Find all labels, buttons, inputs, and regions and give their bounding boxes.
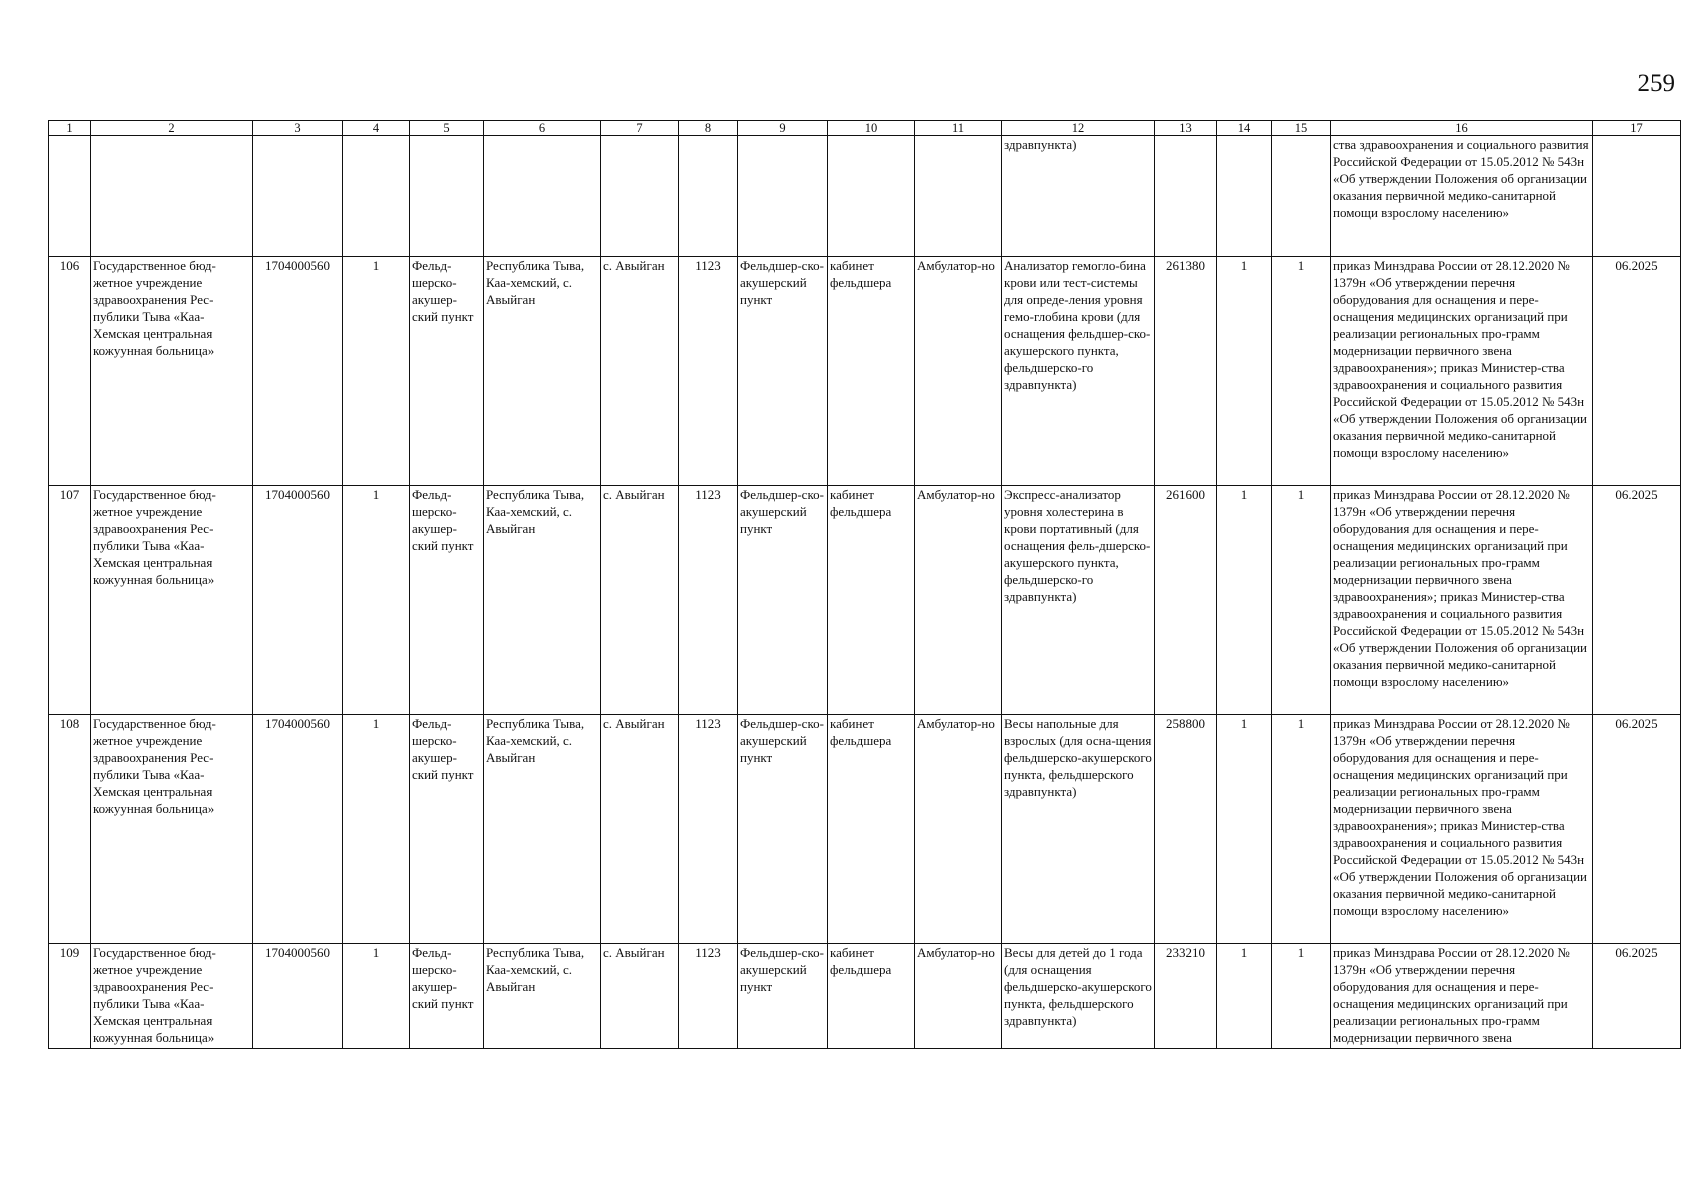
quantity-cell: 1 [1217,715,1272,944]
organization-cell: Государственное бюд-жетное учреждение здравоохранения Рес-публики Тыва «Каа-Хемская центральная кожуунная больница» [91,715,253,944]
table-cell [49,136,91,257]
table-cell: 1123 [679,715,738,944]
table-cell [1272,136,1331,257]
care-type-cell: Амбулатор-но [915,486,1002,715]
quantity-cell: 1 [1272,257,1331,486]
legal-basis-cell: приказ Минздрава России от 28.12.2020 № 1379н «Об утверждении перечня оборудования для оснащения и пере-оснащения медицинских организаций при реализации региональных про-грамм модернизации первичного звена [1331,944,1593,1049]
room-cell: кабинет фельдшера [828,944,915,1049]
date-cell: 06.2025 [1593,944,1681,1049]
settlement-cell: с. Авыйган [601,486,679,715]
table-row [49,944,1681,1049]
address-cell: Республика Тыва, Каа-хемский, с. Авыйган [484,257,601,486]
legal-basis-cell: приказ Минздрава России от 28.12.2020 № 1379н «Об утверждении перечня оборудования для оснащения и пере-оснащения медицинских организаций при реализации региональных про-грамм модернизации первичного звена здравоохранения»; приказ Министер-ства здравоохранения и социального развития Российской Федерации от 15.05.2012 № 543н «Об утверждении Положения об организации оказания первичной медико-санитарной помощи взрослому населению» [1331,715,1593,944]
address-cell: Республика Тыва, Каа-хемский, с. Авыйган [484,715,601,944]
table-cell [253,136,343,257]
equipment-name-cell: Экспресс-анализатор уровня холестерина в крови портативный (для оснащения фель-дшерско-акушерского пункта, фельдшерско-го здравпункта) [1002,486,1155,715]
code-cell: 261600 [1155,486,1217,715]
equipment-name-cell: Анализатор гемогло-бина крови или тест-системы для опреде-ления уровня гемо-глобина крови (для оснащения фельдшер-ско-акушерского пункта, фельдшерско-го здравпункта) [1002,257,1155,486]
legal-basis-cell: приказ Минздрава России от 28.12.2020 № 1379н «Об утверждении перечня оборудования для оснащения и пере-оснащения медицинских организаций при реализации региональных про-грамм модернизации первичного звена здравоохранения»; приказ Министер-ства здравоохранения и социального развития Российской Федерации от 15.05.2012 № 543н «Об утверждении Положения об организации оказания первичной медико-санитарной помощи взрослому населению» [1331,257,1593,486]
room-cell: кабинет фельдшера [828,486,915,715]
column-number: 15 [1272,121,1331,136]
equipment-name-cell: Весы для детей до 1 года (для оснащения фельдшерско-акушерского пункта, фельдшерского здравпункта) [1002,944,1155,1049]
care-type-cell: Амбулатор-но [915,257,1002,486]
table-row [49,715,1681,944]
unit-cell: Фельдшер-ско-акушерский пункт [738,715,828,944]
table-cell [91,136,253,257]
facility-type-cell: Фельд-шерско-акушер-ский пункт [410,944,484,1049]
table-cell [410,136,484,257]
row-number-cell: 109 [49,944,91,1049]
table-cell [1217,136,1272,257]
table-cell [679,136,738,257]
equipment-name-cell: Весы напольные для взрослых (для осна-щения фельдшерско-акушерского пункта, фельдшерского здравпункта) [1002,715,1155,944]
table-cell [601,136,679,257]
column-number: 6 [484,121,601,136]
table-cell: 1123 [679,486,738,715]
row-number-cell: 106 [49,257,91,486]
unit-cell: Фельдшер-ско-акушерский пункт [738,486,828,715]
equipment-name-cell: здравпункта) [1002,136,1155,257]
quantity-cell: 1 [1272,944,1331,1049]
column-number: 11 [915,121,1002,136]
table-cell: 1 [343,257,410,486]
column-number-row [49,121,1681,136]
table-cell [1593,136,1681,257]
room-cell: кабинет фельдшера [828,715,915,944]
column-number: 2 [91,121,253,136]
date-cell: 06.2025 [1593,715,1681,944]
continuation-row [49,136,1681,257]
organization-cell: Государственное бюд-жетное учреждение здравоохранения Рес-публики Тыва «Каа-Хемская центральная кожуунная больница» [91,486,253,715]
inn-cell: 1704000560 [253,944,343,1049]
column-number: 7 [601,121,679,136]
table-cell [343,136,410,257]
organization-cell: Государственное бюд-жетное учреждение здравоохранения Рес-публики Тыва «Каа-Хемская центральная кожуунная больница» [91,944,253,1049]
date-cell: 06.2025 [1593,486,1681,715]
table-cell [915,136,1002,257]
facility-type-cell: Фельд-шерско-акушер-ский пункт [410,257,484,486]
column-number: 10 [828,121,915,136]
legal-basis-cell: ства здравоохранения и социального развития Российской Федерации от 15.05.2012 № 543н «Об утверждении Положения об организации оказания первичной медико-санитарной помощи взрослому населению» [1331,136,1593,257]
facility-type-cell: Фельд-шерско-акушер-ский пункт [410,715,484,944]
inn-cell: 1704000560 [253,715,343,944]
code-cell: 258800 [1155,715,1217,944]
code-cell: 233210 [1155,944,1217,1049]
address-cell: Республика Тыва, Каа-хемский, с. Авыйган [484,486,601,715]
facility-type-cell: Фельд-шерско-акушер-ский пункт [410,486,484,715]
column-number: 4 [343,121,410,136]
page-number: 259 [1637,70,1675,97]
table-cell: 1 [343,944,410,1049]
table-row [49,486,1681,715]
column-number: 9 [738,121,828,136]
column-number: 17 [1593,121,1681,136]
code-cell: 261380 [1155,257,1217,486]
settlement-cell: с. Авыйган [601,944,679,1049]
equipment-table [48,120,1681,1049]
table-cell: 1 [343,715,410,944]
date-cell: 06.2025 [1593,257,1681,486]
table-cell: 1123 [679,944,738,1049]
table-cell [828,136,915,257]
table-row [49,257,1681,486]
settlement-cell: с. Авыйган [601,257,679,486]
column-number: 3 [253,121,343,136]
table-cell: 1 [343,486,410,715]
care-type-cell: Амбулатор-но [915,944,1002,1049]
row-number-cell: 108 [49,715,91,944]
column-number: 1 [49,121,91,136]
row-number-cell: 107 [49,486,91,715]
address-cell: Республика Тыва, Каа-хемский, с. Авыйган [484,944,601,1049]
column-number: 14 [1217,121,1272,136]
column-number: 16 [1331,121,1593,136]
settlement-cell: с. Авыйган [601,715,679,944]
room-cell: кабинет фельдшера [828,257,915,486]
table-cell [484,136,601,257]
quantity-cell: 1 [1272,486,1331,715]
quantity-cell: 1 [1217,486,1272,715]
quantity-cell: 1 [1217,257,1272,486]
unit-cell: Фельдшер-ско-акушерский пункт [738,944,828,1049]
column-number: 13 [1155,121,1217,136]
legal-basis-cell: приказ Минздрава России от 28.12.2020 № 1379н «Об утверждении перечня оборудования для оснащения и пере-оснащения медицинских организаций при реализации региональных про-грамм модернизации первичного звена здравоохранения»; приказ Министер-ства здравоохранения и социального развития Российской Федерации от 15.05.2012 № 543н «Об утверждении Положения об организации оказания первичной медико-санитарной помощи взрослому населению» [1331,486,1593,715]
unit-cell: Фельдшер-ско-акушерский пункт [738,257,828,486]
organization-cell: Государственное бюд-жетное учреждение здравоохранения Рес-публики Тыва «Каа-Хемская центральная кожуунная больница» [91,257,253,486]
quantity-cell: 1 [1217,944,1272,1049]
column-number: 5 [410,121,484,136]
column-number: 12 [1002,121,1155,136]
table-cell: 1123 [679,257,738,486]
table-cell [738,136,828,257]
inn-cell: 1704000560 [253,486,343,715]
inn-cell: 1704000560 [253,257,343,486]
table-cell [1155,136,1217,257]
care-type-cell: Амбулатор-но [915,715,1002,944]
column-number: 8 [679,121,738,136]
quantity-cell: 1 [1272,715,1331,944]
